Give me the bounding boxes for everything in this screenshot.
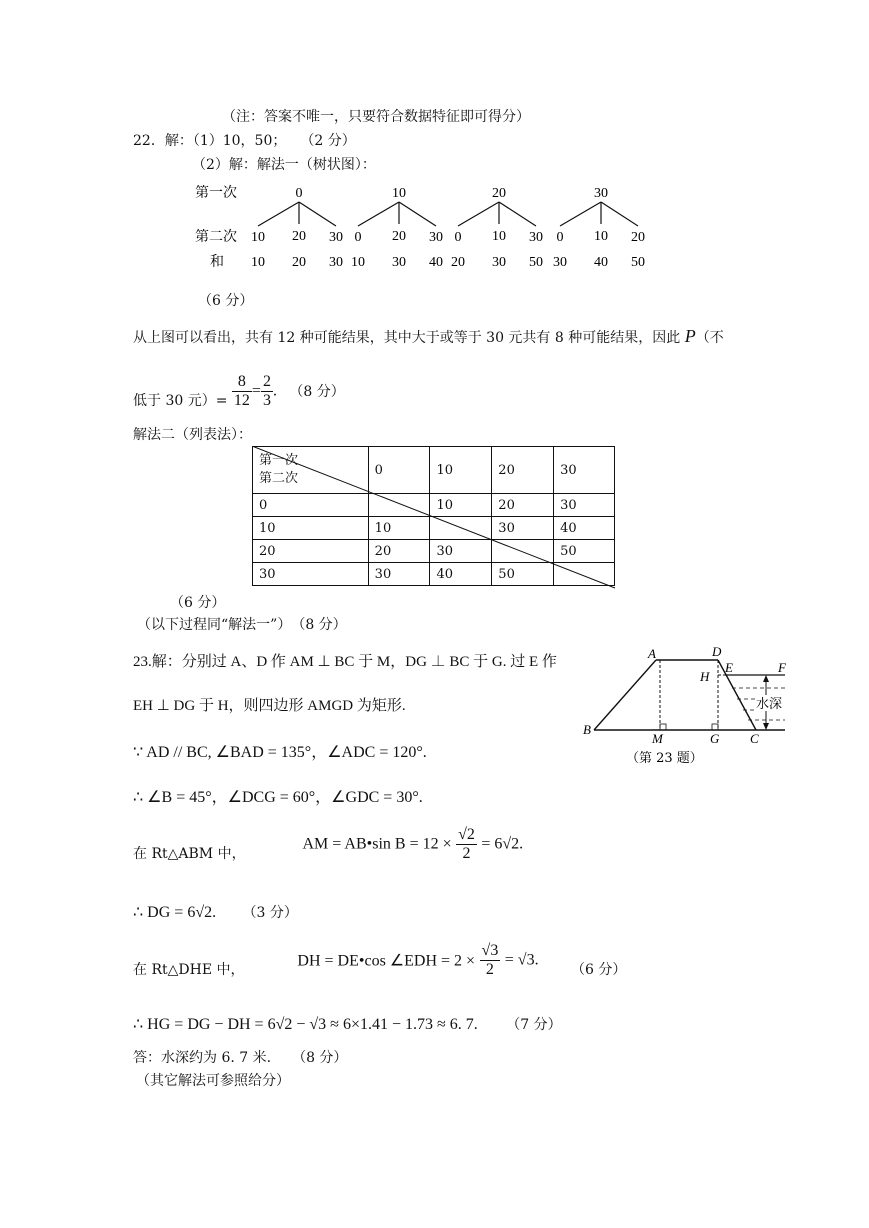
in-triangle-abm: 在 Rt△ABM 中， bbox=[133, 846, 246, 862]
frac-num: √3 bbox=[481, 942, 499, 959]
equals-sign: = bbox=[251, 382, 261, 400]
table-cell: 30 bbox=[430, 540, 492, 563]
frac-num: 8 bbox=[232, 373, 252, 392]
tree-sum-value: 40 bbox=[429, 255, 443, 270]
tree-sum-value: 20 bbox=[292, 255, 306, 270]
tree-second-value: 10 bbox=[251, 230, 265, 245]
point-m: M bbox=[652, 731, 663, 746]
tree-sum-value: 10 bbox=[251, 255, 265, 270]
hg-value: ∴ HG = DG − DH = 6√2 − √3 ≈ 6×1.41 − 1.73 ≈ 6. 7. bbox=[133, 1016, 478, 1033]
table-header: 10 bbox=[430, 447, 492, 494]
point-d: D bbox=[712, 644, 722, 659]
tree-sum-value: 30 bbox=[392, 255, 406, 270]
tree-second-value: 0 bbox=[454, 230, 462, 245]
probability-label: 低于 30 元）= bbox=[133, 393, 228, 409]
tree-second-value: 30 bbox=[429, 230, 443, 245]
point-c: C bbox=[750, 731, 759, 746]
q23-other-methods: （其它解法可参照给分） bbox=[136, 1073, 290, 1089]
frac-den: 2 bbox=[485, 961, 494, 978]
tree-groups bbox=[251, 186, 645, 270]
fraction-8-12 bbox=[232, 373, 252, 410]
tree-second-value: 30 bbox=[329, 230, 343, 245]
frac-den: 3 bbox=[262, 392, 271, 409]
period: . bbox=[272, 382, 277, 400]
tree-diagram bbox=[190, 178, 670, 278]
tree-branch bbox=[499, 202, 536, 226]
figure-caption: （第 23 题） bbox=[626, 751, 703, 766]
row-label: 10 bbox=[253, 517, 369, 540]
in-triangle-dhe: 在 Rt△DHE 中， bbox=[133, 962, 245, 978]
q22-conclusion-line1 bbox=[133, 326, 724, 347]
row-label-second: 第二次 bbox=[195, 230, 237, 245]
tree-branch bbox=[560, 202, 601, 226]
conclusion-text: 从上图可以看出，共有 12 种可能结果，其中大于或等于 30 元共有 8 种可能结果，因此 bbox=[133, 330, 681, 346]
tree-second-value: 20 bbox=[292, 229, 306, 244]
tree-second-value: 10 bbox=[492, 229, 506, 244]
tree-sum-value: 20 bbox=[451, 255, 465, 270]
corner-label-first: 第一次 bbox=[259, 453, 299, 468]
row-label: 20 bbox=[253, 540, 369, 563]
tree-sum-value: 10 bbox=[351, 255, 365, 270]
table-cell: 50 bbox=[554, 540, 615, 563]
dh-equation: DH = DE•cos ∠EDH = 2 × bbox=[297, 952, 476, 970]
p-symbol: P bbox=[684, 326, 696, 346]
score-6-q23: （6 分） bbox=[571, 962, 627, 978]
sqrt2-over-2 bbox=[456, 826, 477, 863]
row-label-sum: 和 bbox=[210, 255, 224, 270]
dg-value: ∴ DG = 6√2. bbox=[133, 904, 217, 921]
corner-label-second: 第二次 bbox=[259, 471, 299, 486]
q22-part1: 22．解：（1）10，50； （2 分） bbox=[133, 133, 356, 149]
am-result: = 6√2. bbox=[481, 835, 524, 853]
score-7: （7 分） bbox=[506, 1017, 562, 1033]
table-cell: 10 bbox=[430, 494, 492, 517]
tree-sum-value: 40 bbox=[594, 255, 608, 270]
q23-line2: EH ⊥ DG 于 H，则四边形 AMGD 为矩形. bbox=[133, 698, 406, 714]
score-6-table: （6 分） bbox=[170, 595, 226, 611]
tree-second-value: 0 bbox=[354, 230, 362, 245]
point-h: H bbox=[700, 669, 710, 684]
water-depth-label: 水深 bbox=[756, 697, 783, 712]
table-header: 0 bbox=[368, 447, 430, 494]
tree-branch bbox=[299, 202, 336, 226]
am-equation: AM = AB•sin B = 12 × bbox=[302, 835, 452, 853]
table-cell: 30 bbox=[492, 517, 554, 540]
answer-note: （注：答案不唯一，只要符合数据特征即可得分） bbox=[222, 109, 530, 125]
table-cell: 50 bbox=[492, 563, 554, 586]
tree-sum-value: 30 bbox=[329, 255, 343, 270]
point-g: G bbox=[710, 731, 720, 746]
q23-line3: ∵ AD // BC, ∠BAD = 135°，∠ADC = 120°. bbox=[133, 744, 427, 761]
q23-line5 bbox=[133, 826, 523, 863]
tree-second-value: 20 bbox=[631, 230, 645, 245]
tree-first-value: 20 bbox=[492, 186, 506, 201]
row-label: 30 bbox=[253, 563, 369, 586]
conclusion-text-end: （不 bbox=[695, 330, 724, 346]
row-label-first: 第一次 bbox=[195, 186, 237, 201]
table-cell: 40 bbox=[430, 563, 492, 586]
tree-sum-value: 30 bbox=[492, 255, 506, 270]
dh-result: = √3. bbox=[504, 951, 539, 969]
tree-branch bbox=[399, 202, 436, 226]
tree-first-value: 10 bbox=[392, 186, 406, 201]
table-cell: 40 bbox=[554, 517, 615, 540]
tree-second-value: 0 bbox=[556, 230, 564, 245]
score-6-tree: （6 分） bbox=[198, 293, 254, 309]
table-header: 30 bbox=[554, 447, 615, 494]
frac-den: 2 bbox=[462, 845, 471, 862]
tree-sum-value: 50 bbox=[529, 255, 543, 270]
tree-sum-value: 50 bbox=[631, 255, 645, 270]
method2-heading: 解法二（列表法）： bbox=[133, 427, 252, 443]
tree-second-value: 20 bbox=[392, 229, 406, 244]
table-cell: 30 bbox=[554, 494, 615, 517]
score-3: （3 分） bbox=[242, 905, 298, 921]
frac-num: 2 bbox=[262, 373, 271, 390]
q23-line8 bbox=[133, 1014, 562, 1034]
tree-branch bbox=[358, 202, 399, 226]
sum-table bbox=[252, 446, 615, 586]
tree-first-value: 30 bbox=[594, 186, 608, 201]
table-cell: 20 bbox=[368, 540, 430, 563]
trapezoid-figure bbox=[580, 644, 800, 774]
point-b: B bbox=[583, 722, 591, 737]
tree-second-value: 30 bbox=[529, 230, 543, 245]
table-diagonal bbox=[252, 446, 616, 589]
point-e: E bbox=[725, 660, 733, 675]
q22-part2-heading: （2）解：解法一（树状图）： bbox=[192, 157, 376, 173]
q23-line4: ∴ ∠B = 45°，∠DCG = 60°，∠GDC = 30°. bbox=[133, 789, 423, 806]
tree-branch bbox=[601, 202, 638, 226]
table-cell: 30 bbox=[368, 563, 430, 586]
q23-line7 bbox=[133, 942, 626, 979]
tree-second-value: 10 bbox=[594, 229, 608, 244]
q23-line1: 23.解：分别过 A、D 作 AM ⊥ BC 于 M，DG ⊥ BC 于 G. 过 E 作 bbox=[133, 654, 557, 670]
score-8-a: （8 分） bbox=[289, 383, 345, 400]
point-a: A bbox=[648, 646, 656, 661]
frac-den: 12 bbox=[233, 392, 250, 409]
tree-branch bbox=[258, 202, 299, 226]
q22-conclusion-line2 bbox=[133, 368, 345, 410]
table-cell: 20 bbox=[492, 494, 554, 517]
sqrt3-over-2 bbox=[480, 942, 501, 979]
fraction-2-3 bbox=[261, 373, 273, 410]
tree-first-value: 0 bbox=[295, 186, 303, 201]
table-header: 20 bbox=[492, 447, 554, 494]
tree-branch bbox=[458, 202, 499, 226]
q23-answer: 答：水深约为 6. 7 米. （8 分） bbox=[133, 1050, 348, 1066]
rest-same-as-method1: （以下过程同“解法一”） （8 分） bbox=[137, 617, 347, 633]
point-f: F bbox=[778, 660, 786, 675]
table-cell: 10 bbox=[368, 517, 430, 540]
frac-num: √2 bbox=[458, 826, 475, 843]
row-label: 0 bbox=[253, 494, 369, 517]
q23-line6 bbox=[133, 902, 298, 922]
tree-sum-value: 30 bbox=[553, 255, 567, 270]
